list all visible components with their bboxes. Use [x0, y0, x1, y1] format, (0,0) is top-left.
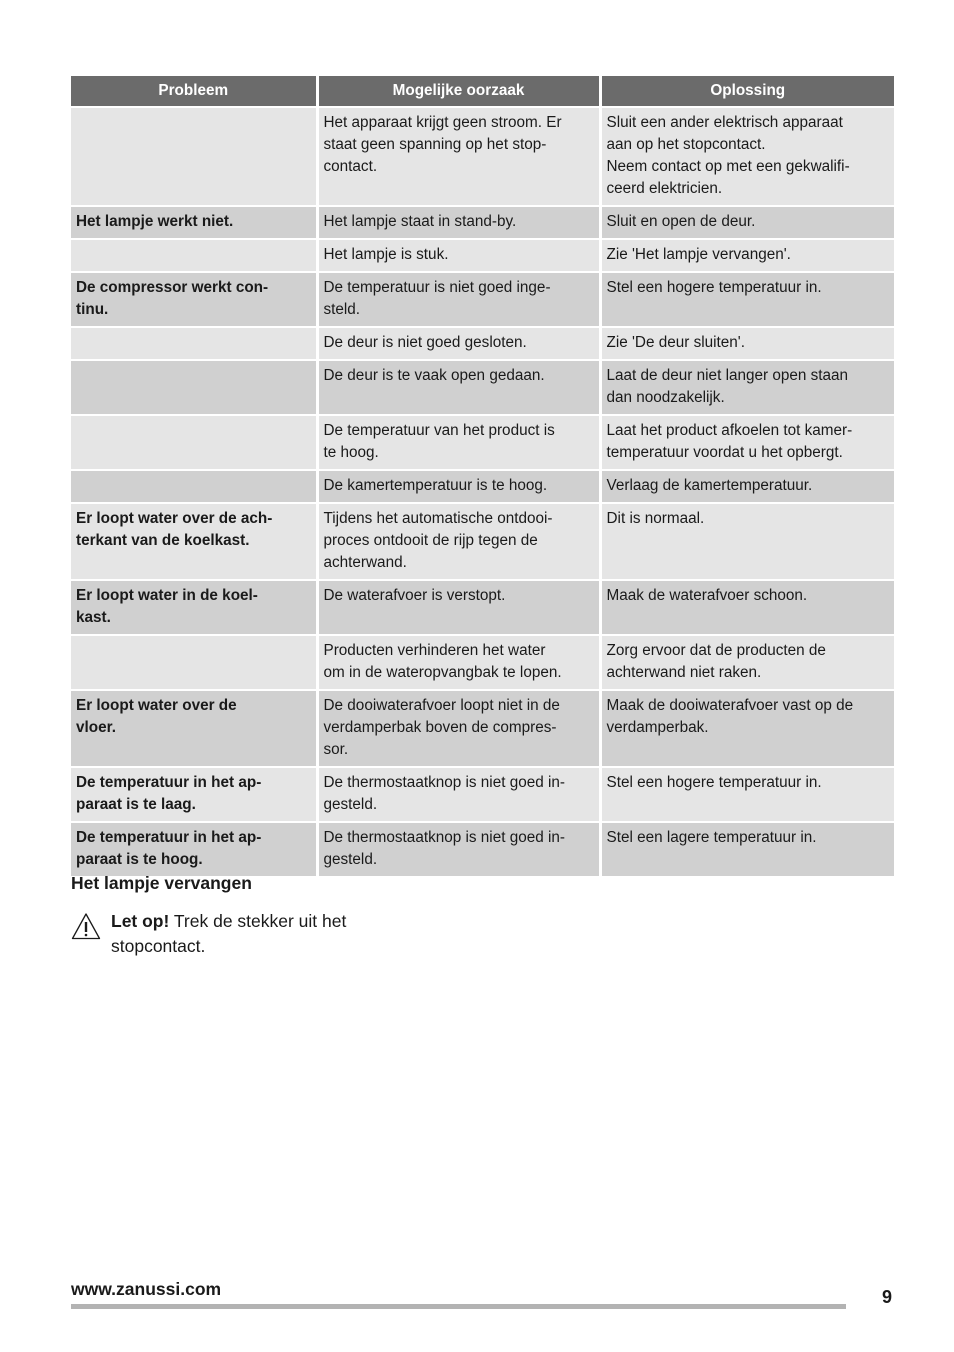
solution-cell: Stel een hogere temperatuur in.: [600, 272, 894, 327]
cause-cell: De kamertemperatuur is te hoog.: [317, 470, 600, 503]
cause-cell: Producten verhinderen het water om in de wateropvangbak te lopen.: [317, 635, 600, 690]
warning-triangle-icon: [71, 912, 101, 940]
page-number: 9: [882, 1287, 893, 1307]
table-row: [71, 239, 894, 272]
problem-cell: Er loopt water over de ach- terkant van de koelkast.: [71, 503, 317, 580]
problem-cell: [71, 239, 317, 272]
cause-cell: De temperatuur van het product is te hoog.: [317, 415, 600, 470]
troubleshooting-table: [71, 76, 894, 876]
header-problem: Probleem: [71, 76, 317, 107]
table-row: [71, 415, 894, 470]
problem-cell: [71, 360, 317, 415]
warning-label: Let op!: [111, 911, 170, 931]
warning-message: Trek de stekker uit het stopcontact.: [111, 911, 347, 956]
table-row: [71, 360, 894, 415]
solution-cell: Dit is normaal.: [600, 503, 894, 580]
problem-cell: [71, 635, 317, 690]
solution-cell: Stel een lagere temperatuur in.: [600, 822, 894, 876]
cause-cell: Het lampje staat in stand-by.: [317, 206, 600, 239]
cause-cell: Het apparaat krijgt geen stroom. Er staat geen spanning op het stop- contact.: [317, 107, 600, 206]
table-row: [71, 767, 894, 822]
problem-cell: De compressor werkt con- tinu.: [71, 272, 317, 327]
header-solution: Oplossing: [600, 76, 894, 107]
table-row: [71, 470, 894, 503]
solution-cell: Sluit een ander elektrisch apparaat aan op het stopcontact. Neem contact op met een gekwalifi- ceerd elektricien.: [600, 107, 894, 206]
cause-cell: Tijdens het automatische ontdooi- proces ontdooit de rijp tegen de achterwand.: [317, 503, 600, 580]
problem-cell: [71, 107, 317, 206]
problem-cell: [71, 470, 317, 503]
solution-cell: Sluit en open de deur.: [600, 206, 894, 239]
problem-cell: [71, 327, 317, 360]
solution-cell: Laat het product afkoelen tot kamer- temperatuur voordat u het opbergt.: [600, 415, 894, 470]
cause-cell: De deur is niet goed gesloten.: [317, 327, 600, 360]
problem-cell: De temperatuur in het ap- paraat is te laag.: [71, 767, 317, 822]
table-row: [71, 503, 894, 580]
cause-cell: De thermostaatknop is niet goed in- gesteld.: [317, 822, 600, 876]
table-row: [71, 327, 894, 360]
problem-cell: Er loopt water in de koel- kast.: [71, 580, 317, 635]
problem-cell: Het lampje werkt niet.: [71, 206, 317, 239]
table-row: [71, 107, 894, 206]
table-row: [71, 635, 894, 690]
section-title: Het lampje vervangen: [71, 873, 252, 893]
cause-cell: De waterafvoer is verstopt.: [317, 580, 600, 635]
cause-cell: Het lampje is stuk.: [317, 239, 600, 272]
cause-cell: De temperatuur is niet goed inge- steld.: [317, 272, 600, 327]
table-row: [71, 580, 894, 635]
table-row: [71, 272, 894, 327]
table-row: [71, 206, 894, 239]
solution-cell: Maak de waterafvoer schoon.: [600, 580, 894, 635]
solution-cell: Verlaag de kamertemperatuur.: [600, 470, 894, 503]
solution-cell: Zie 'De deur sluiten'.: [600, 327, 894, 360]
solution-cell: Stel een hogere temperatuur in.: [600, 767, 894, 822]
footer-divider: [71, 1304, 846, 1309]
table-header-row: [71, 76, 894, 107]
problem-cell: De temperatuur in het ap- paraat is te hoog.: [71, 822, 317, 876]
problem-cell: Er loopt water over de vloer.: [71, 690, 317, 767]
solution-cell: Laat de deur niet langer open staan dan noodzakelijk.: [600, 360, 894, 415]
table-row: [71, 822, 894, 876]
table-row: [71, 690, 894, 767]
problem-cell: [71, 415, 317, 470]
header-cause: Mogelijke oorzaak: [317, 76, 600, 107]
cause-cell: De dooiwaterafvoer loopt niet in de verdamperbak boven de compres- sor.: [317, 690, 600, 767]
cause-cell: De deur is te vaak open gedaan.: [317, 360, 600, 415]
cause-cell: De thermostaatknop is niet goed in- gesteld.: [317, 767, 600, 822]
warning-text: [111, 909, 401, 959]
footer-website-link[interactable]: www.zanussi.com: [71, 1279, 222, 1299]
solution-cell: Maak de dooiwaterafvoer vast op de verdamperbak.: [600, 690, 894, 767]
solution-cell: Zorg ervoor dat de producten de achterwand niet raken.: [600, 635, 894, 690]
solution-cell: Zie 'Het lampje vervangen'.: [600, 239, 894, 272]
